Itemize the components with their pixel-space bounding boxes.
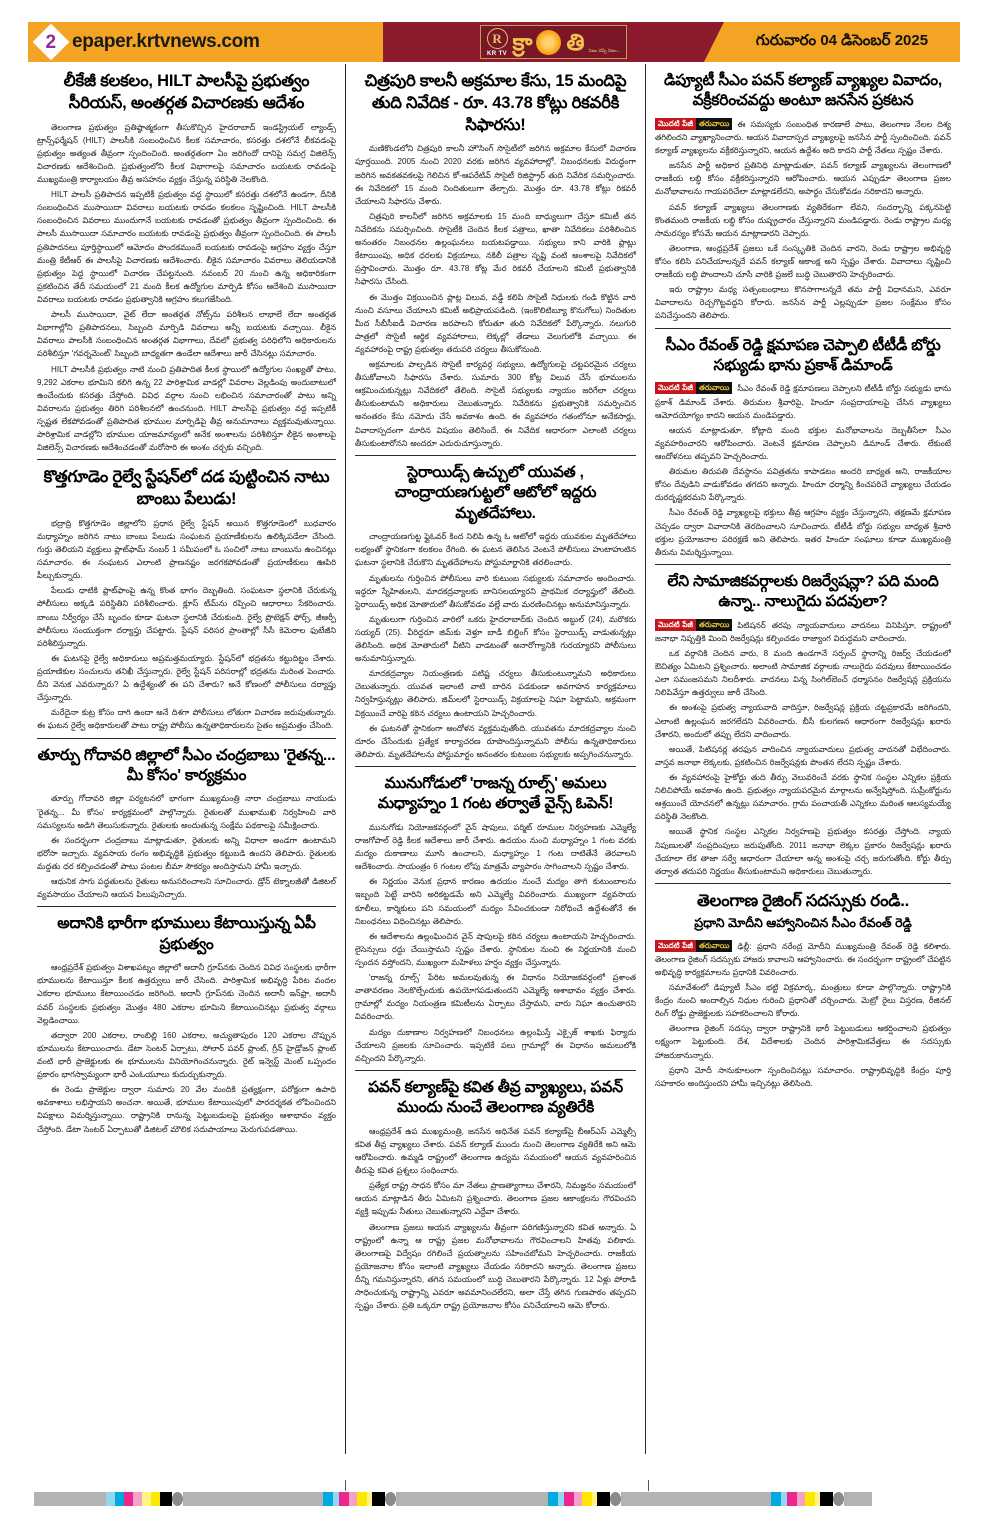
article[interactable] (655, 883, 951, 1090)
article-body (655, 619, 951, 878)
article-paragraph: ఇరు రాష్ట్రాల మధ్య సత్సంబంధాలు కొనసాగాలన్నదే తమ పార్టీ విధానమని, ఎవరూ వివాదాలను రెచ్చగొట్టవద్దని కోరారు. జనసేన పార్టీ ఎల్లప్పుడూ ప్రజల సంక్షేమం కోసం పనిచేస్తుందని తెలిపారు. (655, 285, 951, 321)
registration-swatch (323, 1492, 333, 1506)
article-body (655, 382, 951, 558)
article-paragraph: సీఎం రేవంత్ రెడ్డి వ్యాఖ్యలపై భక్తులు తీవ్ర ఆగ్రహం వ్యక్తం చేస్తున్నారని, తక్షణమే క్షమాపణ చెప్పడం ద్వారా వివాదానికి తెరదించాలని సూచించారు. టీటీడీ బోర్డు సభ్యుల బాధ్యత శ్రీవారి భక్తుల ప్రయోజనాల పరిరక్షణే అని తెలిపారు. ఇతర హిందూ సంఘాలు కూడా ముఖ్యమంత్రి తీరును విమర్శిస్తున్నాయి. (655, 508, 951, 557)
article-body (37, 517, 336, 733)
article-divider (37, 738, 336, 739)
registration-swatch (771, 1492, 781, 1506)
krtv-brand (487, 28, 508, 57)
article-divider (355, 1070, 636, 1071)
article-paragraph: ఆయన మాట్లాడుతూ, కోట్లాది మంది భక్తుల మనోభావాలను దెబ్బతీసేలా సీఎం వ్యవహరించారని ఆరోపించారు. వెంటనే క్షమాపణ చెప్పాలని డిమాండ్ చేశారు. లేకుంటే ఆందోళనలు తప్పవని హెచ్చరించారు. (655, 425, 951, 461)
sun-icon (536, 30, 561, 55)
article-paragraph: ఈ నిర్ణయం వెనుక ప్రధాన కారణం ఉదయం నుంచే మద్యం తాగి కుటుంబాలను ఇబ్బంది పెట్టే వారిని అరికట్టడమే అని ఎమ్మెల్యే వివరించారు. ముఖ్యంగా వ్యవసాయ కూలీలు, కార్మికులు పని సమయంలో మద్యం సేవించకుండా నిరోధించే ఉద్దేశంతోనే ఈ నిబంధనలు విధించినట్లు తెలిపారు. (355, 877, 636, 926)
kranthi-logo[interactable] (480, 25, 628, 59)
registration-swatch (574, 1492, 582, 1506)
column-2 (346, 64, 646, 1454)
article-paragraph: ఆంధ్రప్రదేశ్ ఉప ముఖ్యమంత్రి, జనసేన అధినేత పవన్ కల్యాణ్‌పై బీఆర్ఎస్ ఎమ్మెల్సీ కవిత తీవ్ర వ్యాఖ్యలు చేశారు. పవన్ కల్యాణ్ ముందు నుంచి తెలంగాణ వ్యతిరేకి అని ఆమె ఆరోపించారు. ఉమ్మడి రాష్ట్రంలో తెలంగాణ ఉద్యమ సమయంలో ఆయన వ్యవహరించిన తీరుపై కవిత ప్రశ్నలు సంధించారు. (355, 1126, 636, 1176)
registration-swatch (133, 1492, 142, 1506)
article-headline[interactable]: లీకేజీ కలకలం, HILT పాలసీపై ప్రభుత్వం సీరియస్, అంతర్గత విచారణకు ఆదేశం (63, 72, 310, 112)
article-paragraph: ఆధునిక సాగు పద్ధతులను రైతులు అనుసరించాలని సూచించారు. డ్రోన్ టెక్నాలజీతో డిజిటల్ వ్యవసాయం చేయాలని ఆయన పిలుపునిచ్చారు. (37, 877, 336, 900)
article-paragraph: ఈ ఘటనతో స్థానికంగా ఆందోళన వ్యక్తమవుతోంది. యువతను మాదకద్రవ్యాల నుంచి దూరం చేసేందుకు ప్రత్యేక కార్యాచరణ రూపొందిస్తున్నామని పోలీసు ఉన్నతాధికారులు తెలిపారు. మృతదేహాలను పోస్టుమార్టం అనంతరం కుటుంబ సభ్యులకు అప్పగించనున్నారు. (355, 723, 636, 759)
krtv-label: KR TV (487, 50, 508, 57)
continued-from-page-badge (655, 382, 732, 394)
article-paragraph: ఈ వ్యవహారంపై హైకోర్టు తుది తీర్పు వెలువరించే వరకు స్థానిక సంస్థల ఎన్నికల ప్రక్రియ నిలిచిపోయే అవకాశం ఉంది. ప్రభుత్వం న్యాయపరమైన మార్గాలను అన్వేషిస్తోంది. సుప్రీంకోర్టును ఆశ్రయించే యోచనలో ఉన్నట్లు సమాచారం. గ్రామ పంచాయతీ ఎన్నికలు మరింత ఆలస్యమయ్యే పరిస్థితి నెలకొంది. (655, 772, 951, 822)
article-paragraph: ఒక వర్గానికి చెందిన వారు, 8 మంది ఉండగానే సర్పంచ్ స్థానాన్ని రిజర్వ్ చేయడంలో ఔచిత్యం ఏమిటని ప్రశ్నించారు. అలాంటి సామాజిక వర్గాలకు నాలుగైదు పదవులు కేటాయించడం ఎలా సమంజసమని నిలదీశారు. వాదనలు విన్న సింగిల్‌బెంచ్ ధర్మాసనం రిజర్వేషన్ల ప్రక్రియను నిలిపివేస్తూ ఉత్తర్వులు జారీ చేసింది. (655, 649, 951, 698)
badge-page-label: మొదటి పేజీ (655, 940, 696, 952)
registration-dot (172, 1492, 183, 1506)
article-paragraph: తెలంగాణ ప్రజలు ఆయన వ్యాఖ్యలను తీవ్రంగా పరిగణిస్తున్నారని కవిత అన్నారు. ఏ రాష్ట్రంలో ఉన్నా ఆ రాష్ట్ర ప్రజల మనోభావాలను గౌరవించాలని హితవు పలికారు. తెలంగాణపై విద్వేషం రగిలించే ప్రయత్నాలను సహించబోమని హెచ్చరించారు. రాజకీయ ప్రయోజనాల కోసం ఇలాంటి వ్యాఖ్యలు చేయడం సరికాదని అన్నారు. తెలంగాణ ప్రజలు దీన్ని గమనిస్తున్నారని, తగిన సమయంలో బుద్ధి చెబుతారని పేర్కొన్నారు. 12 ఏళ్లు పోరాడి సాధించుకున్న రాష్ట్రాన్ని ఎవరూ అవమానించలేరని, అలా చేస్తే తగిన గుణపాఠం తప్పదని స్పష్టం చేశారు. ప్రతి ఒక్కరూ రాష్ట్ర ప్రయోజనాల కోసం పనిచేయాలని ఆమె కోరారు. (355, 1222, 636, 1311)
article-paragraph: మొదటి పేజీ తరువాయి సీఎం రేవంత్ రెడ్డి క్షమాపణలు చెప్పాలని టీటీడీ బోర్డు సభ్యుడు భాను ప్రకాశ్ డిమాండ్ చేశారు. తిరుమల శ్రీవారిపై, హిందూ సంప్రదాయాలపై చేసిన వ్యాఖ్యలు ఆమోదయోగ్యం కాదని ఆయన మండిపడ్డారు. (655, 383, 951, 420)
registration-dot (833, 1492, 844, 1506)
article-divider (655, 328, 951, 329)
registration-swatch (396, 1492, 548, 1506)
article-divider (355, 766, 636, 767)
article-headline[interactable]: కొత్తగూడెం రైల్వే స్టేషన్‌లో దడ పుట్టించిన నాటు బాంబు పేలుడు! (43, 468, 330, 509)
badge-continued-label: తరువాయి (696, 382, 732, 394)
article-divider (355, 455, 636, 456)
column-3 (646, 64, 960, 1454)
article-paragraph: మణికొండలోని చిత్రపురి కాలనీ హౌసింగ్ సొసైటీలో జరిగిన అక్రమాల కేసులో విచారణ పూర్తయింది. 2005 నుంచి 2020 వరకు జరిగిన వ్యవహారాల్లో, నిబంధనలకు విరుద్ధంగా జరిగిన అవకతవకలపై గెలిచిన కో-ఆపరేటివ్ సొసైటీ రిజిస్ట్రార్ తుది నివేదిక సమర్పించారు. ఈ నివేదికలో 15 మంది నిందితులుగా తేల్చారు. మొత్తం రూ. 43.78 కోట్లు రికవరీ చేయాలని సిఫారసు చేశారు. (355, 144, 636, 206)
masthead-right (724, 22, 960, 62)
article-headline[interactable]: పవన్ కల్యాణ్‌పై కవిత తీవ్ర వ్యాఖ్యలు, పవన్ ముందు నుంచే తెలంగాణ వ్యతిరేకి (368, 1078, 623, 1117)
article-paragraph: మరేదైనా కుట్ర కోసం దాగి ఉందా అనే దిశగా పోలీసులు లోతుగా విచారణ జరుపుతున్నారు. ఈ ఘటన రైల్వే అధికారులతో పాటు రాష్ట్ర పోలీసు ఉన్నతాధికారులను సైతం అప్రమత్తం చేసింది. (37, 708, 336, 731)
article-paragraph: తద్వారా 200 ఎకరాల, రాంబిల్లి 160 ఎకరాల, అచ్యుతాపురం 120 ఎకరాల చొప్పున భూములను కేటాయించారు. డేటా సెంటర్ ఏర్పాటు, సోలార్ పవర్ ప్లాంట్, గ్రీన్ హైడ్రోజన్ ప్లాంట్ వంటి భారీ ప్రాజెక్టులకు ఈ భూములను వినియోగించనున్నారు. రైట్ ఇన్వెస్ట్ మెంట్ ఒప్పందం ప్రకారం భాగస్వామ్యంగా భారీ ఎంఓయూలు కుదుర్చుకున్నారు. (37, 1030, 336, 1080)
article-paragraph: మద్యం దుకాణాల నిర్వహణలో నిబంధనలు ఉల్లంఘిస్తే ఎక్సైజ్ శాఖకు ఫిర్యాదు చేయాలని ప్రజలకు సూచించారు. ఇప్పటికే పలు గ్రామాల్లో ఈ విధానం అమలులోకి వచ్చిందని పేర్కొన్నారు. (355, 1027, 636, 1063)
article-body (37, 961, 336, 1135)
article-paragraph: ఈ సందర్భంగా చంద్రబాబు మాట్లాడుతూ, రైతులకు అన్ని విధాలా అండగా ఉంటామని భరోసా ఇచ్చారు. వ్యవసాయ రంగం అభివృద్ధికి ప్రభుత్వం కట్టుబడి ఉందని తెలిపారు. రైతులకు మద్దతు ధర కల్పించడంతో పాటు పంటల బీమా సౌకర్యం అందిస్తామని హామీ ఇచ్చారు. (37, 835, 336, 871)
article-body (655, 940, 951, 1090)
article-body (355, 142, 636, 450)
registration-swatch (805, 1492, 815, 1506)
registration-swatch (372, 1492, 385, 1506)
article-divider (37, 459, 336, 460)
masthead-left (28, 22, 383, 62)
epaper-site-url[interactable]: epaper.krtvnews.com (72, 31, 260, 52)
column-1 (28, 64, 346, 1454)
article-paragraph: తిరుమల తిరుపతి దేవస్థానం పవిత్రతను కాపాడటం అందరి బాధ్యత అని, రాజకీయాల కోసం దేవుడిని వాడుకోవడం తగదని అన్నారు. హిందూ ధర్మాన్ని కించపరిచే వ్యాఖ్యలు చేయడం దురదృష్టకరమని పేర్కొన్నారు. (655, 467, 951, 503)
article[interactable] (355, 71, 636, 450)
article-paragraph: జనసేన పార్టీ అధికార ప్రతినిధి మాట్లాడుతూ, పవన్ కల్యాణ్ వ్యాఖ్యలను తెలంగాణలో రాజకీయ లబ్ధి కోసం వక్రీకరిస్తున్నారని ఆరోపించారు. ఆయన ఎప్పుడూ తెలంగాణ ప్రజల మనోభావాలను గాయపరిచేలా మాట్లాడలేదని, అపార్థం చేసుకోవడం సరికాదని అన్నారు. (655, 161, 951, 197)
crop-tick-left (345, 1480, 346, 1491)
article[interactable] (655, 328, 951, 559)
article[interactable] (355, 1070, 636, 1312)
registration-swatch (357, 1492, 367, 1506)
article-paragraph: 'రాజన్న రూల్స్' పేరిట అమలవుతున్న ఈ విధానం నియోజకవర్గంలో ప్రశాంత వాతావరణం నెలకొల్పేందుకు ఉపయోగపడుతుందని ఎమ్మెల్యే ఆశాభావం వ్యక్తం చేశారు. గ్రామాల్లో మద్యం నియంత్రణ కమిటీలను ఏర్పాటు చేస్తామని, వారు నిఘా ఉంచుతారని వివరించారు. (355, 973, 636, 1022)
article-paragraph: తెలంగాణ రైజింగ్ సదస్సు ద్వారా రాష్ట్రానికి భారీ పెట్టుబడులు ఆకర్షించాలని ప్రభుత్వం లక్ష్యంగా పెట్టుకుంది. దేశ, విదేశాలకు చెందిన పారిశ్రామికవేత్తలు ఈ సదస్సుకు హాజరుకానున్నారు. (655, 1024, 951, 1060)
article-paragraph: ఈ అంశంపై ప్రభుత్వ న్యాయవాది వాదిస్తూ, రిజర్వేషన్ల ప్రక్రియ చట్టప్రకారమే జరిగిందని, ఎలాంటి ఉల్లంఘన జరగలేదని వివరించారు. బీసీ కులగణన ఆధారంగా రిజర్వేషన్లు ఖరారు చేశారని, అందులో తప్పు లేదని వాదించారు. (655, 703, 951, 739)
registration-swatch (787, 1492, 797, 1506)
article[interactable] (355, 766, 636, 1065)
article-paragraph: తూర్పు గోదావరి జిల్లా పర్యటనలో భాగంగా ముఖ్యమంత్రి నారా చంద్రబాబు నాయుడు 'రైతన్న... మీ కోసం' కార్యక్రమంలో పాల్గొన్నారు. రైతులతో ముఖాముఖి నిర్వహించి వారి సమస్యలను అడిగి తెలుసుకున్నారు. రైతులకు అందుతున్న సంక్షేమ పథకాలపై సమీక్షించారు. (37, 794, 336, 830)
registration-swatch (797, 1492, 805, 1506)
newspaper-page (28, 64, 960, 1454)
registration-swatch (160, 1492, 172, 1506)
article-paragraph: భద్రాద్రి కొత్తగూడెం జిల్లాలోని ప్రధాన రైల్వే స్టేషన్ అయిన కొత్తగూడెంలో బుధవారం మధ్యాహ్నం జరిగిన నాటు బాంబు పేలుడు సంఘటన ప్రయాణీకులను ఉలిక్కిపడేలా చేసింది. గుర్తు తెలియని వ్యక్తులు ప్లాట్‌ఫామ్ నంబర్ 1 సమీపంలో ఓ సంచిలో నాటు బాంబును ఉంచినట్లు సమాచారం. ఈ సంఘటన ఎలాంటి ప్రాణనష్టం జరగకపోవడంతో ప్రయాణీకులు ఊపిరి పీల్చుకున్నారు. (37, 518, 336, 581)
article-paragraph: ఈ ఆదేశాలను ఉల్లంఘించిన వైన్ షాపులపై కఠిన చర్యలు ఉంటాయని హెచ్చరించారు. లైసెన్సులు రద్దు చేయిస్తామని స్పష్టం చేశారు. స్థానికుల నుంచి ఈ నిర్ణయానికి మంచి స్పందన వస్తోందని, ముఖ్యంగా మహిళలు హర్షం వ్యక్తం చేస్తున్నారు. (355, 931, 636, 968)
article-paragraph: మృతులుగా గుర్తించిన వారిలో ఒకరు హైదరాబాద్‌కు చెందిన అబ్దుల్ (24), మరొకరు సయ్యద్ (25). వీరిద్దరూ జిమ్‌కు వెళ్తూ బాడీ బిల్డింగ్ కోసం స్టెరాయిడ్స్ వాడుతున్నట్లు తెలిసింది. అధిక మోతాదులో వీటిని వాడటంతో అనారోగ్యానికి గురయ్యారని పోలీసులు అనుమానిస్తున్నారు. (355, 614, 636, 664)
registration-swatch (564, 1492, 574, 1506)
badge-page-label: మొదటి పేజీ (655, 382, 696, 394)
article-paragraph: ప్రత్యేక రాష్ట్ర సాధన కోసం మా నేతలు ప్రాణత్యాగాలు చేశారని, నిమజ్జనం సమయంలో ఆయన మాట్లాడిన తీరు ఏమిటని ప్రశ్నించారు. తెలంగాణ ప్రజల ఆకాంక్షలను గౌరవించని వ్యక్తి ఇప్పుడు నీతులు చెబుతున్నారని ఎద్దేవా చేశారు. (355, 1181, 636, 1217)
article-paragraph: మృతులను గుర్తించిన పోలీసులు వారి కుటుంబ సభ్యులకు సమాచారం అందించారు. ఇద్దరూ స్నేహితులని, మాదకద్రవ్యాలకు బానిసలయ్యారని ప్రాథమిక దర్యాప్తులో తేలింది. స్టెరాయిడ్స్ అధిక మోతాదులో తీసుకోవడం వల్లే వారు మరణించినట్లు అనుమానిస్తున్నారు. (355, 573, 636, 609)
registration-swatch (582, 1492, 592, 1506)
article-body (37, 121, 336, 455)
registration-swatch (183, 1492, 323, 1506)
article[interactable] (37, 71, 336, 454)
article-paragraph: పాలసీ ముసాయిదా, వైట్ లేదా అంతర్గత నోట్స్‌ను పరిశీలన లాభాలే లేదా అంతర్గత విభాగాల్లోని ప్రతిపాదనలు, సిబ్బంది మార్పిడి వివరాలు అన్నీ బయటకు వచ్చాయి. లీకైన వివరాలు పాలసీకి సంబంధించిన అంతర్గత విభాగాలు, దేవలో ప్రభుత్వ పరిధిలోని అధికారులను పరిశీలిస్తూ 'గవర్నమెంట్‌' సిబ్బంది బాధ్యతగా ఉండేలా ఆదేశాలు జారీ చేసినట్లు సమాచారం. (37, 310, 336, 359)
article-paragraph: పేలుడు ధాటికి ప్లాట్‌ఫాంపై ఉన్న కొంత భాగం దెబ్బతింది. సంఘటనా స్థలానికి చేరుకున్న పోలీసులు అక్కడి పరిస్థితిని పరిశీలించారు. క్లూస్ టీమ్‌ను రప్పించి ఆధారాలు సేకరించారు. బాంబు నిర్వీర్యం చేసే బృందం కూడా ఘటనా స్థలానికి చేరుకుంది. రైల్వే ప్రొటెక్షన్ ఫోర్స్, జీఆర్పీ పోలీసులు సంయుక్తంగా దర్యాప్తు చేపట్టారు. స్టేషన్ పరిసర ప్రాంతాల్లో సీసీ కెమెరాల ఫుటేజీని పరిశీలిస్తున్నారు. (37, 586, 336, 648)
publication-date: గురువారం 04 డిసెంబర్ 2025 (755, 31, 929, 49)
article-paragraph: సమావేశంలో డిప్యూటీ సీఎం భట్టి విక్రమార్క, మంత్రులు కూడా పాల్గొన్నారు. రాష్ట్రానికి కేంద్రం నుంచి అందాల్సిన నిధుల గురించి ప్రధానితో చర్చించారు. మెట్రో రైలు విస్తరణ, రీజినల్ రింగ్ రోడ్డు ప్రాజెక్టులకు సహకరించాలని కోరారు. (655, 982, 951, 1019)
registration-dot (610, 1492, 621, 1506)
article-paragraph: ఈ ఘటనపై రైల్వే అధికారులు అప్రమత్తమయ్యారు. స్టేషన్‌లో భద్రతను కట్టుదిట్టం చేశారు. ప్రయాణికుల సంచులను తనిఖీ చేస్తున్నారు. రైల్వే స్టేషన్ పరిసరాల్లో భద్రతను మరింత పెంచారు. దీని వెనుక ఎవరున్నారు? ఏ ఉద్దేశ్యంతో ఈ పని చేశారు? అనే కోణంలో పోలీసులు దర్యాప్తు చేస్తున్నారు. (37, 653, 336, 703)
registration-dot (385, 1492, 396, 1506)
article-paragraph: ఈ మొత్తం విక్రయించిన ప్లాట్ల విలువ, వడ్డీ కలిపి సొసైటీ నిధులకు గండి కొట్టిన వారి నుంచి వసూలు చేయాలని కమిటీ అభిప్రాయపడింది. (ఇంకొలిటిబ్యూ కొనుగోలు) నిందితుల మీద సీబీసీఐడీ విచారణ జరపాలని కోరుతూ తుది నివేదికలో పేర్కొన్నారు. నలుగురి పాత్రలో సొసైటీ ఆర్థిక వ్యవహారాలు, లెక్కల్లో తేడాలు వెలుగులోకి వచ్చాయి. ఈ వ్యవహారంపై రాష్ట్ర ప్రభుత్వం తదుపరి చర్యలు తీసుకోనుంది. (355, 292, 636, 354)
continued-from-page-badge (655, 940, 732, 952)
article[interactable] (655, 564, 951, 878)
registration-swatch (106, 1492, 115, 1506)
article-headline[interactable]: సీఎం రేవంత్ రెడ్డి క్షమాపణ చెప్పాలి టీటీడీ బోర్డు సభ్యుడు భాను ప్రకాశ్ డిమాండ్ (665, 336, 941, 374)
article-paragraph: అయితే, పిటిషనర్ల తరఫున వాదించిన న్యాయవాదులు ప్రభుత్వ వాదనతో విభేదించారు. వాస్తవ జనాభా లెక్కలకు, ప్రకటించిన రిజర్వేషన్లకు పొంతన లేదని స్పష్టం చేశారు. (655, 744, 951, 767)
article-headline[interactable]: చిత్రపురి కాలనీ అక్రమాల కేసు, 15 మందిపై తుది నివేదిక - రూ. 43.78 కోట్లు రికవరీకి సిఫారసు! (364, 72, 627, 134)
article-paragraph: అయితే స్థానిక సంస్థల ఎన్నికల నిర్వహణపై ప్రభుత్వం కసరత్తు చేస్తోంది. న్యాయ నిపుణులతో సంప్రదింపులు జరుపుతోంది. 2011 జనాభా లెక్కల ప్రకారం రిజర్వేషన్లు ఖరారు చేయాలా లేక తాజా సర్వే ఆధారంగా చేయాలా అన్న అంశంపై చర్చ జరుగుతోంది. కోర్టు తీర్పు తర్వాత తదుపరి నిర్ణయం తీసుకుంటామని అధికారులు చెబుతున్నారు. (655, 827, 951, 876)
article-paragraph: మొదటి పేజీ తరువాయి ఢిల్లీ: ప్రధాని నరేంద్ర మోదీని ముఖ్యమంత్రి రేవంత్ రెడ్డి కలిశారు. తెలంగాణ రైజింగ్ సదస్సుకు హాజరు కావాలని ఆహ్వానించారు. ఈ సందర్భంగా రాష్ట్రంలో చేపట్టిన అభివృద్ధి కార్యక్రమాలను ప్రధానికి వివరించారు. (655, 940, 951, 977)
article-paragraph: అక్రమాలకు పాల్పడిన సొసైటీ కార్యవర్గ సభ్యులు, ఉద్యోగులపై చట్టపరమైన చర్యలు తీసుకోవాలని సిఫారసు చేశారు. సుమారు 300 కోట్ల విలువ చేసే భూములను ఆక్రమించుకున్నట్లు నివేదికలో తేలింది. సొసైటీ సభ్యులకు న్యాయం జరిగేలా చర్యలు తీసుకుంటామని అధికారులు చెబుతున్నారు. నివేదికను ప్రభుత్వానికి సమర్పించిన అనంతరం కేసు నమోదు చేసే అవకాశం ఉంది. ఈ వ్యవహారం గతంలోనూ అనేకసార్లు, వివాదాస్పదంగా మారిన విషయం తెలిసిందే. ఈ నివేదిక ఆధారంగా ఎలాంటి చర్యలు తీసుకుంటారోనని అందరూ ఎదురుచూస్తున్నారు. (355, 360, 636, 448)
article-headline[interactable]: స్టెరాయిడ్స్ ఉచ్చులో యువత , చాంద్రాయణగుట్టలో ఆటోలో ఇద్దరు మృతదేహాలు. (394, 463, 597, 522)
article-paragraph: మొదటి పేజీ తరువాయి ఈ సమస్యకు సంబంధిత కారణాలే పాటు, తెలంగాణ నేలల దిశ్య తగిలిందని వ్యాఖ్యానించారు. ఆయన వివాదాస్పద వ్యాఖ్యలపై జనసేన పార్టీ స్పందించింది. పవన్ కల్యాణ్ వ్యాఖ్యలను వక్రీకరిస్తున్నారని, ఆయన ఉద్దేశం అది కాదని పార్టీ నేతలు స్పష్టం చేశారు. (655, 118, 951, 156)
article-paragraph: చాంద్రాయణగుట్ట ఫ్లైఓవర్ కింద నిలిపి ఉన్న ఓ ఆటోలో ఇద్దరు యువకుల మృతదేహాలు లభ్యంతో స్థానికంగా కలకలం రేగింది. ఈ ఘటన తెలిసిన వెంటనే పోలీసులు హుటాహుటిన ఘటనా స్థలానికి చేరుకొని మృతదేహాలను పోస్టుమార్టానికి తరలించారు. (355, 532, 636, 568)
article[interactable] (355, 455, 636, 761)
badge-page-label: మొదటి పేజీ (655, 118, 696, 130)
article-headline[interactable]: మునుగోడులో 'రాజన్న రూల్స్' అమలు మధ్యాహ్నం 1 గంట తర్వాతే వైన్స్ ఓపెన్! (377, 775, 614, 813)
article-headline[interactable]: తెలంగాణ రైజింగ్ సదస్సుకు రండి.. (696, 891, 910, 910)
crop-tick-right (648, 1480, 649, 1491)
article-headline[interactable]: డిప్యూటీ సీఎం పవన్ కల్యాణ్ వ్యాఖ్యల వివాదం, వక్రీకరించవద్దు అంటూ జనసేన ప్రకటన (664, 72, 942, 110)
badge-continued-label: తరువాయి (696, 118, 732, 130)
article-paragraph: ప్రధాని మోదీ సానుకూలంగా స్పందించినట్లు సమాచారం. రాష్ట్రాభివృద్ధికి కేంద్రం పూర్తి సహకారం అందిస్తుందని హామీ ఇచ్చినట్లు తెలిసింది. (655, 1065, 951, 1088)
cmyk-registration-bar (34, 1492, 954, 1506)
logo-tagline: నిజం చెప్పే నిజం... (588, 48, 621, 53)
badge-page-label: మొదటి పేజీ (655, 619, 696, 631)
registration-swatch (124, 1492, 133, 1506)
article-headline[interactable]: తూర్పు గోదావరి జిల్లాలో సీఎం చంద్రబాబు 'రైతన్న... మీ కోసం' కార్యక్రమం (37, 746, 336, 784)
continued-from-page-badge (655, 118, 732, 130)
registration-swatch (621, 1492, 771, 1506)
article-paragraph: మొదటి పేజీ తరువాయి పిటిషనర్ తరపు న్యాయవాదులు వాదనలు వినిపిస్తూ, రాష్ట్రంలో జనాభా నిష్పత్తికి మించి రిజర్వేషన్లు కల్పించడం రాజ్యాంగ విరుద్ధమని వాదించారు. (655, 619, 951, 643)
article-divider (655, 883, 951, 884)
article-paragraph: ఈ రెండు ప్రాజెక్టుల ద్వారా సుమారు 20 వేల మందికి ప్రత్యక్షంగా, పరోక్షంగా ఉపాధి అవకాశాలు లభిస్తాయని అంచనా. అయితే, భూముల కేటాయింపులో పారదర్శకత లోపించిందని విపక్షాలు విమర్శిస్తున్నాయి. రాష్ట్రానికి రానున్న పెట్టుబడులపై ప్రభుత్వం ఆశాభావం వ్యక్తం చేస్తోంది. డేటా సెంటర్ ఏర్పాటుతో డిజిటల్ మౌలిక సదుపాయాలు మెరుగుపడతాయి. (37, 1085, 336, 1134)
registration-swatch (115, 1492, 124, 1506)
masthead (28, 22, 960, 62)
article-paragraph: చిత్రపురి కాలనీలో జరిగిన అక్రమాలకు 15 మంది బాధ్యులుగా చేస్తూ కమిటీ తన నివేదికను సమర్పించింది. సొసైటీకి చెందిన కీలక పత్రాలు, ఖాతా నివేదికలు పరిశీలించిన అనంతరం నిబంధనల ఉల్లంఘనలు బయటపడ్డాయి. సభ్యులు కాని వారికి ప్లాట్లు కేటాయింపు, అధిక ధరలకు విక్రయాలు, నకిలీ పత్రాల సృష్టి వంటి అంశాలపై నివేదికలో ప్రస్తావించారు. మొత్తం రూ. 43.78 కోట్ల మేర రికవరీ చేయాలని కమిటీ ప్రభుత్వానికి సిఫారసు చేసింది. (355, 211, 636, 287)
continued-from-page-badge (655, 619, 732, 631)
article[interactable] (655, 71, 951, 323)
page-number: 2 (45, 31, 57, 53)
article-subheadline: ప్రధాని మోదీని ఆహ్వానించిన సీఎం రేవంత్ రెడ్డి (694, 915, 912, 930)
badge-continued-label: తరువాయి (696, 940, 732, 952)
article-paragraph: మాదకద్రవ్యాల నియంత్రణకు పటిష్ట చర్యలు తీసుకుంటున్నామని అధికారులు చెబుతున్నారు. యువత ఇలాంటి వాటి బారిన పడకుండా అవగాహన కార్యక్రమాలు నిర్వహిస్తున్నట్లు తెలిపారు. జిమ్‌లలో స్టెరాయిడ్స్ విక్రయాలపై నిఘా పెట్టామని, అక్రమంగా విక్రయించే వారిపై కఠిన చర్యలు ఉంటాయని హెచ్చరించారు. (355, 669, 636, 718)
article-paragraph: పవన్ కల్యాణ్ వ్యాఖ్యలు తెలంగాణకు వ్యతిరేకంగా లేవని, సందర్భాన్ని పక్కనపెట్టి కొంతమంది రాజకీయ లబ్ధి కోసం దుష్ప్రచారం చేస్తున్నారని మండిపడ్డారు. రెండు రాష్ట్రాల మధ్య సామరస్యం కోసమే ఆయన మాట్లాడారని చెప్పారు. (655, 202, 951, 238)
badge-continued-label: తరువాయి (696, 619, 732, 631)
registration-swatch (142, 1492, 151, 1506)
article-body (37, 792, 336, 901)
article-body (355, 821, 636, 1065)
registration-swatch (548, 1492, 558, 1506)
registration-swatch (339, 1492, 349, 1506)
article[interactable] (37, 906, 336, 1135)
registration-swatch (151, 1492, 160, 1506)
registration-swatch (597, 1492, 610, 1506)
registration-swatch (34, 1492, 106, 1506)
article-headline[interactable]: లేని సామాజికవర్గాలకు రిజర్వేషన్లా? పది మంది ఉన్నా.. నాలుగైదు పదవులా? (667, 572, 939, 611)
logo-word-left: క్రా (512, 28, 532, 55)
article-headline[interactable]: అదానికి భారీగా భూములు కేటాయిస్తున్న ఏపీ ప్రభుత్వం (57, 915, 316, 953)
logo-word-right: తి (566, 28, 584, 55)
article-paragraph: HILT పాలసీ ప్రతిపాదన ఇప్పటికీ ప్రభుత్వం వద్ద స్థాయిలో కసరత్తు దశలోనే ఉండగా, దీనికి సంబంధించిన ముసాయిదా వివరాలు బయటకు రావడం కలకలం సృష్టించింది. HILT పాలసీకి సంబంధించిన వివరాలు ముందుగానే బయటకు రావడంతో ప్రభుత్వం తీవ్రంగా స్పందించింది. ఈ పాలసీ ముసాయిదా సమాచారం బయటకు రావడంపై ప్రభుత్వం తీవ్రంగా స్పందించింది. ఈ పాలసీ ప్రతిపాదనలు పూర్తిస్థాయిలో ఆమోదం పొందకముందే బయటకు రావడంపై ఆగ్రహం వ్యక్తం చేస్తూ మంత్రి కేటీఆర్ ఈ పాలసీపై విచారణకు ఆదేశించారు. లీకైన సమాచారం వివరాలు తెలియడానికి ప్రభుత్వం పెద్ద స్థాయిలో విచారణ చేపట్టనుంది. నవంబర్ 20 నుంచి ఉన్న అధికారికంగా ప్రకటించిన తేదీ సమయంలో 21 మంది కీలక ఉద్యోగుల మార్పిడి కోసం ఆదేశించి ముసాయిదా వివరాలు బయటకు రావడం ప్రభుత్వానికి ఆగ్రహం కలుగజేసింది. (37, 190, 336, 304)
registration-swatch (349, 1492, 357, 1506)
article-paragraph: HILT పాలసీకి ప్రభుత్వం నాటి నుంచి ప్రతిపాదిత కీలక స్థాయిలో ఉద్యోగుల సంఖ్యతో పాటు, 9,292 ఎకరాల భూమిని కలిగి ఉన్న 22 పారిశ్రామిక వాడల్లో వివరాల వెల్లడింపు అందుబాటులో ఉంచేందుకు కసరత్తు చేస్తోంది. వివిధ వర్గాల నుంచి లభించిన సమాచారంతో పాటు అన్ని వివరాలను ప్రభుత్వం తిరిగి పరిశీలనలో ఉంచనుంది. HILT పాలసీపై ప్రభుత్వం వద్ద ఇప్పటికీ స్పష్టత లేకపోవడంతో ప్రతిపాదిత భూముల మార్పిడిపై తీవ్ర అనుమానాలు వ్యక్తమవుతున్నాయి. పారిశ్రామిక వాడల్లోని భూముల యాజమాన్యంలో అనేక అంశాలను పరిశీలిస్తూ లీకైన అంశాలపై విజిలెన్స్ విచారణకు ఆదేశించడంతో మరోసారి ఈ అంశం చర్చకు వచ్చింది. (37, 364, 336, 453)
article-paragraph: తెలంగాణ ప్రభుత్వం ప్రతిష్ఠాత్మకంగా తీసుకొచ్చిన హైదరాబాద్ ఇండస్ట్రియల్ ల్యాండ్స్ ట్రాన్స్‌ఫర్మేషన్ (HILT) పాలసీకి సంబంధించిన కీలక సమాచారం, కసరత్తు దశలోనే లీకవడంపై ప్రభుత్వం అత్యంత తీవ్రంగా స్పందించింది. అంతర్గతంగా ఏం జరిగిందో దానిపై సమగ్ర విజిలెన్స్ విచారణకు ఆదేశించింది. ప్రభుత్వంలోని కీలక విభాగాలపై సమాచారం బయటకు రావడంపై ముఖ్యమంత్రి కార్యాలయం తీవ్ర అసహనం వ్యక్తం చేస్తున్న పరిస్థితి నెలకొంది. (37, 122, 336, 184)
article-paragraph: ఆంధ్రప్రదేశ్ ప్రభుత్వం విశాఖపట్నం జిల్లాలో అదానీ గ్రూప్‌నకు చెందిన వివిధ సంస్థలకు భారీగా భూములను కేటాయిస్తూ కీలక ఉత్తర్వులు జారీ చేసింది. పారిశ్రామిక అభివృద్ధి పేరిట వందల ఎకరాల భూములు కేటాయించడం జరిగింది. అదానీ గ్రూప్‌నకు చెందిన అదానీ ఇన్‌ఫ్రా, అదానీ పవర్ సంస్థలకు ప్రభుత్వం మొత్తం 480 ఎకరాల భూమిని కేటాయించినట్లు ప్రభుత్వ వర్గాలు వెల్లడించాయి. (37, 963, 336, 1025)
masthead-center (383, 22, 724, 62)
article-body (655, 118, 951, 323)
krtv-monogram-icon: R (487, 28, 508, 49)
page-number-badge (33, 24, 70, 61)
article-body (355, 1125, 636, 1313)
article-divider (655, 564, 951, 565)
article[interactable] (37, 459, 336, 732)
registration-swatch (820, 1492, 833, 1506)
article-paragraph: తెలంగాణ, ఆంధ్రప్రదేశ్ ప్రజలు ఒకే సంస్కృతికి చెందిన వారని, రెండు రాష్ట్రాల అభివృద్ధి కోసం కలిసి పనిచేయాలన్నదే పవన్ కల్యాణ్ ఆకాంక్ష అని స్పష్టం చేశారు. వివాదాలు సృష్టించి రాజకీయ లబ్ధి పొందాలని చూసే వారికి ప్రజలే బుద్ధి చెబుతారని హెచ్చరించారు. (655, 243, 951, 280)
article-body (355, 530, 636, 761)
article-paragraph: మునుగోడు నియోజకవర్గంలో వైన్ షాపులు, పర్మిట్ రూముల నిర్వహణకు ఎమ్మెల్యే రాజగోపాల్ రెడ్డి కీలక ఆదేశాలు జారీ చేశారు. ఉదయం నుంచి మధ్యాహ్నం 1 గంట వరకు మద్యం దుకాణాలు మూసి ఉంచాలని, మధ్యాహ్నం 1 గంట దాటితేనే తెరవాలని ఆదేశించారు. సాయంత్రం 6 గంటల లోపు మాత్రమే వ్యాపారం సాగించాలని స్పష్టం చేశారు. (355, 822, 636, 872)
article-divider (37, 906, 336, 907)
article[interactable] (37, 738, 336, 902)
registration-swatch (844, 1492, 872, 1506)
